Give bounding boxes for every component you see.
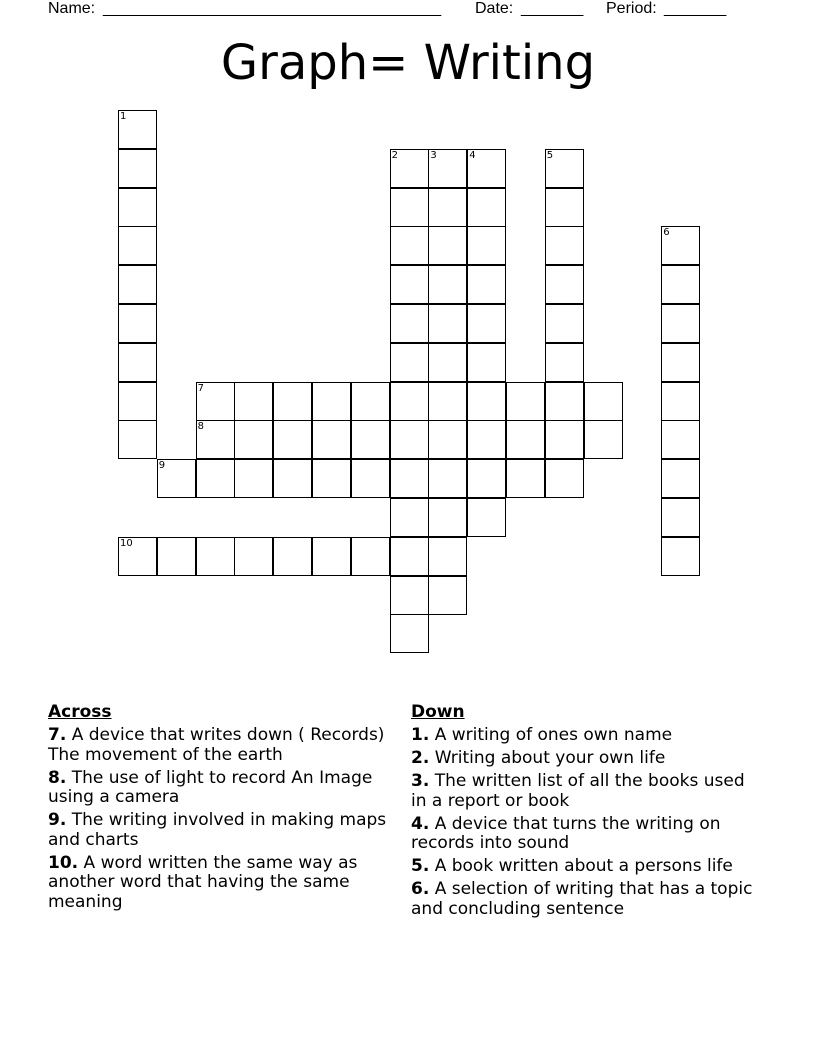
grid-cell[interactable]: [467, 304, 506, 343]
grid-cell[interactable]: [428, 382, 467, 421]
grid-cell[interactable]: [545, 459, 584, 498]
cell-number: 9: [158, 460, 166, 472]
grid-cell[interactable]: [390, 537, 429, 576]
grid-cell[interactable]: [506, 420, 545, 459]
period-label: Period:: [606, 0, 657, 17]
grid-cell[interactable]: [351, 459, 390, 498]
grid-cell[interactable]: [545, 265, 584, 304]
down-heading: Down: [411, 702, 465, 722]
date-blank[interactable]: _______: [521, 0, 584, 17]
cell-number: 8: [197, 421, 204, 433]
grid-cell[interactable]: [506, 459, 545, 498]
cell-number: 6: [663, 227, 670, 239]
grid-cell[interactable]: [661, 265, 700, 304]
grid-cell[interactable]: [390, 343, 429, 382]
grid-cell[interactable]: [118, 110, 157, 149]
grid-cell[interactable]: [661, 459, 700, 498]
grid-cell[interactable]: [312, 420, 351, 459]
grid-cell[interactable]: [545, 304, 584, 343]
grid-cell[interactable]: [390, 576, 429, 615]
grid-cell[interactable]: [390, 188, 429, 227]
grid-cell[interactable]: [428, 537, 467, 576]
grid-cell[interactable]: [661, 382, 700, 421]
grid-cell[interactable]: [273, 382, 312, 421]
grid-cell[interactable]: [157, 459, 196, 498]
cell-number: 7: [197, 382, 204, 394]
grid-cell[interactable]: [545, 188, 584, 227]
grid-cell[interactable]: [467, 226, 506, 265]
grid-cell[interactable]: [428, 188, 467, 227]
grid-cell[interactable]: [467, 420, 506, 459]
grid-cell[interactable]: [661, 304, 700, 343]
clue-down-2: 2. Writing about your own life: [411, 748, 666, 768]
grid-cell[interactable]: [390, 614, 429, 653]
down-clues: [411, 702, 756, 923]
clue-across-8: 8. The use of light to record An Image using a camera: [48, 767, 373, 807]
grid-cell[interactable]: [467, 343, 506, 382]
clue-across-7: 7. A device that writes down ( Records) The movement of the earth: [48, 725, 385, 765]
page-title: Graph= Writing: [220, 35, 596, 91]
grid-cell[interactable]: [118, 265, 157, 304]
grid-cell[interactable]: [428, 343, 467, 382]
grid-cell[interactable]: [351, 537, 390, 576]
grid-cell[interactable]: [545, 226, 584, 265]
grid-cell[interactable]: [234, 537, 273, 576]
grid-cell[interactable]: [661, 537, 700, 576]
grid-cell[interactable]: [506, 382, 545, 421]
grid-cell[interactable]: [428, 420, 467, 459]
grid-cell[interactable]: [661, 343, 700, 382]
grid-cell[interactable]: [234, 420, 273, 459]
grid-cell[interactable]: [351, 382, 390, 421]
grid-cell[interactable]: [467, 498, 506, 537]
grid-cell[interactable]: [118, 537, 157, 576]
clue-down-6: 6. A selection of writing that has a topic and concluding sentence: [411, 879, 753, 919]
grid-cell[interactable]: [467, 188, 506, 227]
clue-across-10: 10. A word written the same way as another word that having the same meaning: [48, 852, 358, 912]
grid-cell[interactable]: [118, 420, 157, 459]
grid-cell[interactable]: [390, 498, 429, 537]
grid-cell[interactable]: [118, 343, 157, 382]
grid-cell[interactable]: [661, 420, 700, 459]
clue-down-4: 4. A device that turns the writing on records into sound: [411, 813, 721, 853]
grid-cell[interactable]: [118, 188, 157, 227]
grid-cell[interactable]: [234, 459, 273, 498]
grid-cell[interactable]: [273, 420, 312, 459]
grid-cell[interactable]: [312, 459, 351, 498]
grid-cell[interactable]: [584, 420, 623, 459]
grid-cell[interactable]: [428, 498, 467, 537]
grid-cell[interactable]: [196, 537, 235, 576]
period-blank[interactable]: _______: [664, 0, 727, 17]
grid-cell[interactable]: [390, 459, 429, 498]
grid-cell[interactable]: [390, 382, 429, 421]
cell-number: 3: [430, 149, 437, 161]
grid-cell[interactable]: [428, 459, 467, 498]
grid-cell[interactable]: [118, 382, 157, 421]
grid-cell[interactable]: [467, 265, 506, 304]
grid-cell[interactable]: [312, 537, 351, 576]
grid-cell[interactable]: [390, 304, 429, 343]
grid-cell[interactable]: [545, 149, 584, 188]
grid-cell[interactable]: [467, 382, 506, 421]
cell-number: 5: [546, 149, 554, 161]
clue-down-1: 1. A writing of ones own name: [411, 725, 673, 745]
grid-cell[interactable]: [390, 420, 429, 459]
grid-cell[interactable]: [545, 420, 584, 459]
across-clues: [48, 702, 393, 916]
grid-cell[interactable]: [390, 226, 429, 265]
grid-cell[interactable]: [196, 382, 235, 421]
grid-cell[interactable]: [196, 459, 235, 498]
grid-cell[interactable]: [273, 459, 312, 498]
grid-cell[interactable]: [428, 265, 467, 304]
clue-down-3: 3. The written list of all the books used in a report or book: [411, 771, 745, 811]
grid-cell[interactable]: [196, 420, 235, 459]
clue-down-5: 5. A book written about a persons life: [411, 856, 733, 876]
cell-number: 1: [120, 111, 127, 122]
clue-across-9: 9. The writing involved in making maps and charts: [48, 810, 387, 850]
cell-number: 4: [469, 149, 476, 161]
grid-cell[interactable]: [428, 149, 467, 188]
grid-cell[interactable]: [273, 537, 312, 576]
grid-cell[interactable]: [545, 382, 584, 421]
grid-cell[interactable]: [661, 498, 700, 537]
grid-cell[interactable]: [390, 149, 429, 188]
grid-cell[interactable]: [584, 382, 623, 421]
across-heading: Across: [48, 702, 112, 722]
grid-cell[interactable]: [118, 226, 157, 265]
grid-cell[interactable]: [157, 537, 196, 576]
cell-number: 2: [391, 149, 398, 161]
grid-cell[interactable]: [467, 459, 506, 498]
grid-cell[interactable]: [118, 304, 157, 343]
grid-cell[interactable]: [351, 420, 390, 459]
grid-cell[interactable]: [390, 265, 429, 304]
grid-cell[interactable]: [467, 149, 506, 188]
grid-cell[interactable]: [428, 304, 467, 343]
grid-cell[interactable]: [234, 382, 273, 421]
name-blank[interactable]: ______________________________________: [103, 0, 442, 17]
grid-cell[interactable]: [545, 343, 584, 382]
grid-cell[interactable]: [118, 149, 157, 188]
cell-number: 10: [120, 537, 133, 549]
grid-cell[interactable]: [428, 576, 467, 615]
grid-cell[interactable]: [661, 226, 700, 265]
name-label: Name:: [48, 0, 96, 17]
date-label: Date:: [475, 0, 514, 17]
grid-cell[interactable]: [312, 382, 351, 421]
grid-cell[interactable]: [428, 226, 467, 265]
